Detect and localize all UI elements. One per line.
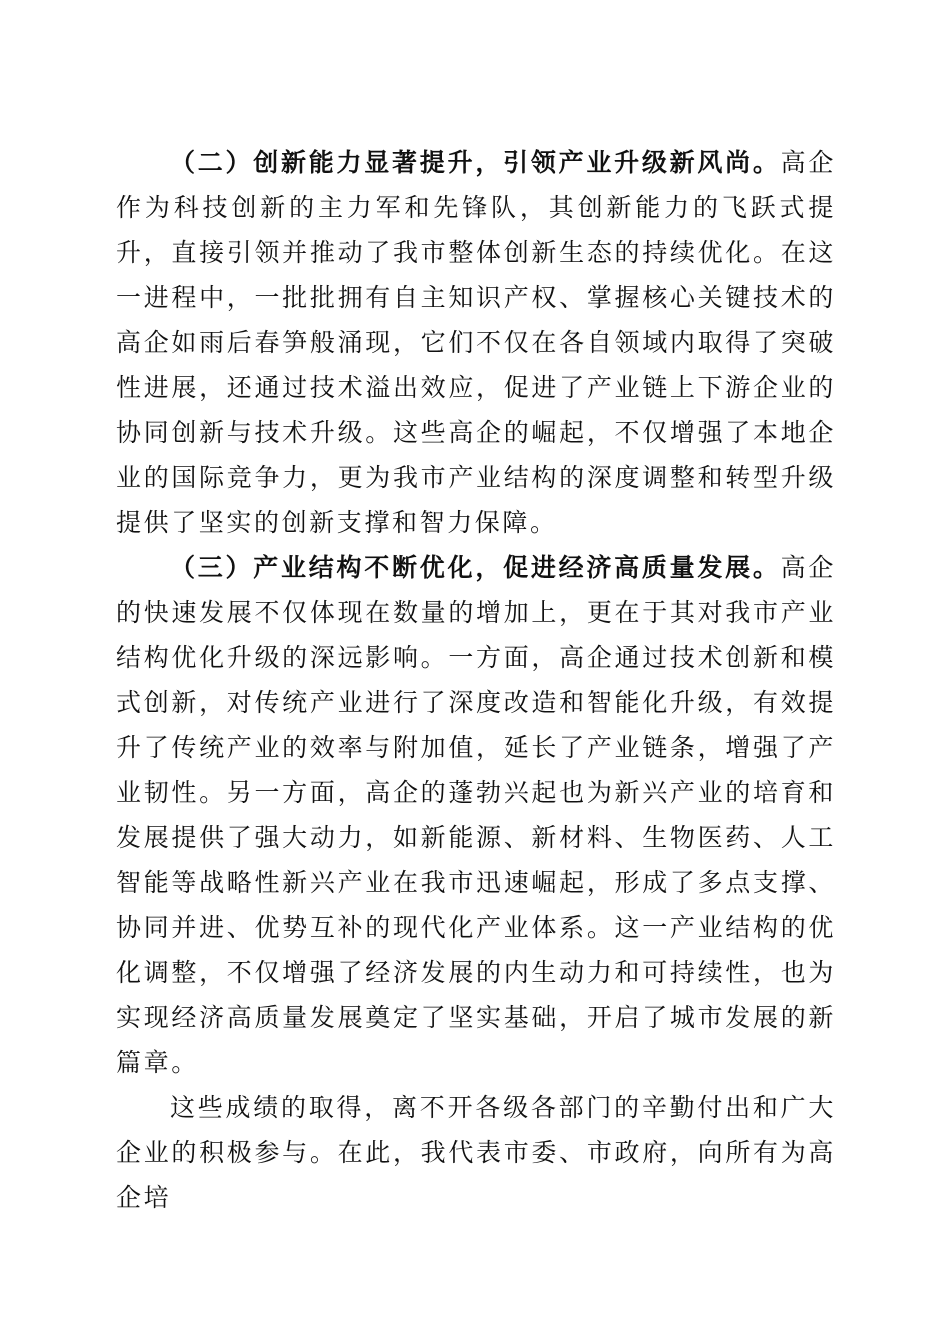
paragraph-acknowledgement [116,1085,836,1220]
paragraph-industry-structure [116,545,836,1085]
paragraph-text-industry-structure: 高企的快速发展不仅体现在数量的增加上，更在于其对我市产业结构优化升级的深远影响。一方面，高企通过技术创新和模式创新，对传统产业进行了深度改造和智能化升级，有效提升了传统产业的效率与附加值，延长了产业链条，增强了产业韧性。另一方面，高企的蓬勃兴起也为新兴产业的培育和发展提供了强大动力，如新能源、新材料、生物医药、人工智能等战略性新兴产业在我市迅速崛起，形成了多点支撑、协同并进、优势互补的现代化产业体系。这一产业结构的优化调整，不仅增强了经济发展的内生动力和可持续性，也为实现经济高质量发展奠定了坚实基础，开启了城市发展的新篇章。 [116,553,836,1077]
paragraph-text-acknowledgement: 这些成绩的取得，离不开各级各部门的辛勤付出和广大企业的积极参与。在此，我代表市委、市政府，向所有为高企培 [116,1093,836,1212]
paragraph-innovation [116,140,836,545]
section-heading-innovation: （二）创新能力显著提升，引领产业升级新风尚。 [170,148,781,177]
section-heading-industry-structure: （三）产业结构不断优化，促进经济高质量发展。 [170,553,781,582]
paragraph-text-innovation: 高企作为科技创新的主力军和先锋队，其创新能力的飞跃式提升，直接引领并推动了我市整体创新生态的持续优化。在这一进程中，一批批拥有自主知识产权、掌握核心关键技术的高企如雨后春笋般涌现，它们不仅在各自领域内取得了突破性进展，还通过技术溢出效应，促进了产业链上下游企业的协同创新与技术升级。这些高企的崛起，不仅增强了本地企业的国际竞争力，更为我市产业结构的深度调整和转型升级提供了坚实的创新支撑和智力保障。 [116,148,836,537]
document-body [116,140,836,1220]
